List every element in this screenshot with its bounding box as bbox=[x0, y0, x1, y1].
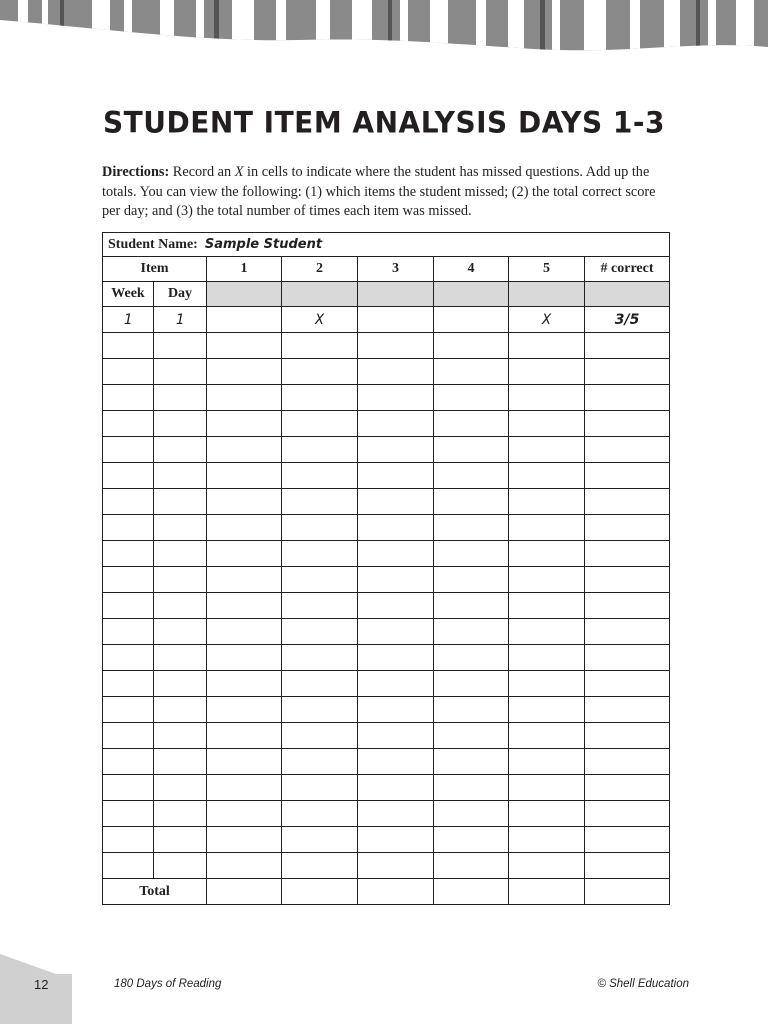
empty-cell bbox=[434, 853, 509, 879]
empty-cell bbox=[509, 801, 585, 827]
empty-cell bbox=[358, 385, 434, 411]
empty-cell bbox=[509, 541, 585, 567]
empty-cell bbox=[207, 697, 282, 723]
empty-cell bbox=[585, 567, 670, 593]
empty-cell bbox=[154, 411, 207, 437]
empty-cell bbox=[358, 671, 434, 697]
correct-header-cell: # correct bbox=[585, 257, 670, 282]
empty-cell bbox=[103, 723, 154, 749]
empty-cell bbox=[103, 489, 154, 515]
decorative-stripe-band bbox=[0, 0, 768, 66]
empty-cell bbox=[434, 437, 509, 463]
empty-data-row bbox=[103, 489, 670, 515]
empty-cell bbox=[154, 619, 207, 645]
shaded-cell bbox=[434, 282, 509, 307]
empty-cell bbox=[509, 515, 585, 541]
empty-cell bbox=[103, 359, 154, 385]
empty-cell bbox=[509, 723, 585, 749]
empty-cell bbox=[358, 827, 434, 853]
empty-data-row bbox=[103, 775, 670, 801]
empty-cell bbox=[154, 541, 207, 567]
empty-cell bbox=[103, 593, 154, 619]
empty-cell bbox=[358, 853, 434, 879]
empty-cell bbox=[434, 723, 509, 749]
student-name-cell bbox=[103, 233, 670, 257]
empty-cell bbox=[509, 489, 585, 515]
empty-cell bbox=[434, 619, 509, 645]
empty-cell bbox=[154, 749, 207, 775]
empty-cell bbox=[585, 437, 670, 463]
empty-cell bbox=[103, 515, 154, 541]
empty-cell bbox=[103, 671, 154, 697]
total-cell bbox=[585, 879, 670, 905]
empty-cell bbox=[282, 801, 358, 827]
empty-cell bbox=[154, 593, 207, 619]
empty-cell bbox=[358, 723, 434, 749]
empty-cell bbox=[282, 853, 358, 879]
empty-cell bbox=[434, 359, 509, 385]
empty-cell bbox=[282, 723, 358, 749]
empty-cell bbox=[282, 333, 358, 359]
empty-cell bbox=[103, 749, 154, 775]
empty-cell bbox=[585, 801, 670, 827]
empty-cell bbox=[154, 489, 207, 515]
empty-cell bbox=[585, 697, 670, 723]
empty-cell bbox=[434, 827, 509, 853]
empty-data-row bbox=[103, 333, 670, 359]
empty-cell bbox=[282, 567, 358, 593]
empty-cell bbox=[509, 359, 585, 385]
empty-data-row bbox=[103, 671, 670, 697]
student-name-row bbox=[103, 233, 670, 257]
empty-cell bbox=[434, 411, 509, 437]
shaded-cell bbox=[509, 282, 585, 307]
empty-cell bbox=[154, 801, 207, 827]
empty-cell bbox=[154, 359, 207, 385]
empty-cell bbox=[358, 593, 434, 619]
empty-cell bbox=[207, 853, 282, 879]
week-header-cell: Week bbox=[103, 282, 154, 307]
total-label-cell: Total bbox=[103, 879, 207, 905]
sample-mark-item-1 bbox=[207, 307, 282, 333]
empty-cell bbox=[282, 619, 358, 645]
empty-cell bbox=[585, 749, 670, 775]
empty-cell bbox=[282, 541, 358, 567]
empty-cell bbox=[103, 697, 154, 723]
empty-cell bbox=[103, 541, 154, 567]
empty-cell bbox=[282, 359, 358, 385]
empty-data-row bbox=[103, 359, 670, 385]
empty-cell bbox=[585, 645, 670, 671]
empty-cell bbox=[585, 827, 670, 853]
empty-cell bbox=[154, 333, 207, 359]
shaded-cell bbox=[207, 282, 282, 307]
empty-cell bbox=[207, 463, 282, 489]
empty-cell bbox=[358, 775, 434, 801]
footer-book-title: 180 Days of Reading bbox=[114, 978, 222, 990]
empty-cell bbox=[282, 775, 358, 801]
empty-cell bbox=[282, 593, 358, 619]
sample-mark-item-3 bbox=[358, 307, 434, 333]
empty-cell bbox=[509, 749, 585, 775]
empty-cell bbox=[207, 411, 282, 437]
empty-cell bbox=[585, 671, 670, 697]
empty-cell bbox=[207, 645, 282, 671]
student-name-label: Student Name: bbox=[108, 236, 198, 252]
empty-cell bbox=[103, 437, 154, 463]
empty-cell bbox=[434, 645, 509, 671]
empty-cell bbox=[585, 515, 670, 541]
empty-cell bbox=[154, 723, 207, 749]
day-header-cell: Day bbox=[154, 282, 207, 307]
empty-cell bbox=[154, 463, 207, 489]
empty-cell bbox=[282, 463, 358, 489]
empty-data-row bbox=[103, 541, 670, 567]
empty-cell bbox=[207, 723, 282, 749]
empty-cell bbox=[509, 333, 585, 359]
item-number-1: 1 bbox=[207, 257, 282, 282]
empty-cell bbox=[358, 801, 434, 827]
empty-cell bbox=[103, 385, 154, 411]
page-number: 12 bbox=[34, 977, 49, 992]
empty-cell bbox=[282, 697, 358, 723]
empty-cell bbox=[585, 619, 670, 645]
empty-cell bbox=[282, 411, 358, 437]
empty-cell bbox=[282, 671, 358, 697]
empty-data-row bbox=[103, 853, 670, 879]
empty-cell bbox=[282, 385, 358, 411]
sample-mark-item-2: X bbox=[282, 307, 358, 333]
empty-data-row bbox=[103, 411, 670, 437]
empty-cell bbox=[434, 463, 509, 489]
empty-cell bbox=[207, 775, 282, 801]
empty-cell bbox=[434, 541, 509, 567]
total-row bbox=[103, 879, 670, 905]
empty-cell bbox=[103, 801, 154, 827]
shaded-cell bbox=[282, 282, 358, 307]
empty-cell bbox=[509, 567, 585, 593]
empty-cell bbox=[103, 463, 154, 489]
student-name-value: Sample Student bbox=[204, 236, 323, 252]
empty-cell bbox=[103, 827, 154, 853]
empty-data-row bbox=[103, 697, 670, 723]
directions-label: Directions: bbox=[102, 164, 170, 180]
empty-cell bbox=[434, 801, 509, 827]
empty-cell bbox=[509, 385, 585, 411]
total-cell bbox=[207, 879, 282, 905]
empty-cell bbox=[207, 541, 282, 567]
empty-cell bbox=[282, 489, 358, 515]
empty-cell bbox=[509, 463, 585, 489]
empty-cell bbox=[585, 489, 670, 515]
empty-cell bbox=[509, 671, 585, 697]
empty-cell bbox=[154, 775, 207, 801]
empty-cell bbox=[207, 593, 282, 619]
empty-cell bbox=[207, 489, 282, 515]
empty-cell bbox=[358, 515, 434, 541]
empty-data-row bbox=[103, 827, 670, 853]
empty-data-row bbox=[103, 437, 670, 463]
empty-cell bbox=[509, 645, 585, 671]
empty-cell bbox=[154, 853, 207, 879]
empty-cell bbox=[282, 645, 358, 671]
empty-cell bbox=[585, 385, 670, 411]
empty-cell bbox=[358, 749, 434, 775]
item-number-2: 2 bbox=[282, 257, 358, 282]
empty-cell bbox=[434, 567, 509, 593]
sample-mark-item-5: X bbox=[509, 307, 585, 333]
total-cell bbox=[509, 879, 585, 905]
empty-cell bbox=[434, 385, 509, 411]
sample-week-cell: 1 bbox=[103, 307, 154, 333]
directions-paragraph bbox=[102, 163, 668, 222]
empty-cell bbox=[282, 827, 358, 853]
empty-cell bbox=[434, 489, 509, 515]
empty-cell bbox=[154, 697, 207, 723]
empty-cell bbox=[434, 593, 509, 619]
empty-cell bbox=[207, 671, 282, 697]
empty-cell bbox=[207, 567, 282, 593]
empty-cell bbox=[358, 489, 434, 515]
empty-cell bbox=[358, 567, 434, 593]
empty-cell bbox=[154, 827, 207, 853]
empty-cell bbox=[358, 411, 434, 437]
empty-cell bbox=[585, 541, 670, 567]
empty-cell bbox=[207, 385, 282, 411]
empty-cell bbox=[154, 645, 207, 671]
item-number-3: 3 bbox=[358, 257, 434, 282]
directions-text-2: in cells to indicate where the student has missed questions. Add up the totals. You can view the following: (1) which items the student missed; (2) the total correct score per day; and (3) the total number of times each item was missed. bbox=[102, 164, 656, 219]
sample-data-row bbox=[103, 307, 670, 333]
empty-cell bbox=[434, 749, 509, 775]
empty-cell bbox=[207, 749, 282, 775]
empty-data-row bbox=[103, 645, 670, 671]
empty-cell bbox=[358, 359, 434, 385]
empty-cell bbox=[434, 775, 509, 801]
empty-cell bbox=[585, 411, 670, 437]
empty-cell bbox=[434, 671, 509, 697]
empty-cell bbox=[585, 723, 670, 749]
empty-data-row bbox=[103, 723, 670, 749]
empty-cell bbox=[585, 333, 670, 359]
empty-cell bbox=[207, 619, 282, 645]
empty-cell bbox=[103, 853, 154, 879]
empty-cell bbox=[207, 515, 282, 541]
empty-data-row bbox=[103, 463, 670, 489]
empty-cell bbox=[103, 567, 154, 593]
empty-cell bbox=[282, 437, 358, 463]
empty-data-row bbox=[103, 749, 670, 775]
empty-cell bbox=[509, 697, 585, 723]
empty-cell bbox=[154, 567, 207, 593]
empty-cell bbox=[358, 463, 434, 489]
empty-cell bbox=[207, 437, 282, 463]
empty-cell bbox=[154, 385, 207, 411]
sample-mark-item-4 bbox=[434, 307, 509, 333]
empty-cell bbox=[207, 333, 282, 359]
empty-cell bbox=[103, 333, 154, 359]
total-cell bbox=[434, 879, 509, 905]
empty-cell bbox=[509, 619, 585, 645]
item-header-row bbox=[103, 257, 670, 282]
empty-cell bbox=[585, 593, 670, 619]
empty-cell bbox=[207, 827, 282, 853]
empty-cell bbox=[154, 671, 207, 697]
empty-cell bbox=[358, 619, 434, 645]
empty-cell bbox=[585, 853, 670, 879]
item-number-5: 5 bbox=[509, 257, 585, 282]
empty-cell bbox=[282, 749, 358, 775]
empty-cell bbox=[358, 645, 434, 671]
empty-cell bbox=[154, 515, 207, 541]
empty-cell bbox=[103, 775, 154, 801]
item-number-4: 4 bbox=[434, 257, 509, 282]
empty-cell bbox=[103, 411, 154, 437]
empty-cell bbox=[585, 463, 670, 489]
empty-cell bbox=[358, 437, 434, 463]
shaded-cell bbox=[585, 282, 670, 307]
footer-publisher: © Shell Education bbox=[597, 978, 689, 990]
total-cell bbox=[358, 879, 434, 905]
empty-cell bbox=[509, 593, 585, 619]
empty-cell bbox=[509, 411, 585, 437]
page-title: STUDENT ITEM ANALYSIS DAYS 1-3 bbox=[103, 105, 665, 140]
empty-data-row bbox=[103, 619, 670, 645]
empty-cell bbox=[154, 437, 207, 463]
item-label-cell: Item bbox=[103, 257, 207, 282]
empty-cell bbox=[434, 333, 509, 359]
empty-data-row bbox=[103, 385, 670, 411]
item-analysis-table bbox=[102, 232, 670, 905]
empty-cell bbox=[358, 333, 434, 359]
empty-cell bbox=[585, 775, 670, 801]
week-day-header-row bbox=[103, 282, 670, 307]
empty-cell bbox=[103, 645, 154, 671]
directions-x: X bbox=[234, 164, 244, 180]
empty-cell bbox=[509, 827, 585, 853]
sample-correct-cell: 3/5 bbox=[585, 307, 670, 333]
empty-cell bbox=[509, 853, 585, 879]
empty-cell bbox=[434, 515, 509, 541]
total-cell bbox=[282, 879, 358, 905]
empty-cell bbox=[509, 775, 585, 801]
empty-cell bbox=[207, 359, 282, 385]
empty-cell bbox=[358, 541, 434, 567]
empty-data-row bbox=[103, 567, 670, 593]
shaded-cell bbox=[358, 282, 434, 307]
empty-data-row bbox=[103, 593, 670, 619]
empty-cell bbox=[207, 801, 282, 827]
empty-cell bbox=[585, 359, 670, 385]
empty-data-row bbox=[103, 515, 670, 541]
empty-cell bbox=[434, 697, 509, 723]
directions-text-1: Record an bbox=[169, 164, 235, 180]
sample-day-cell: 1 bbox=[154, 307, 207, 333]
empty-data-row bbox=[103, 801, 670, 827]
empty-cell bbox=[282, 515, 358, 541]
empty-cell bbox=[358, 697, 434, 723]
empty-cell bbox=[509, 437, 585, 463]
empty-cell bbox=[103, 619, 154, 645]
